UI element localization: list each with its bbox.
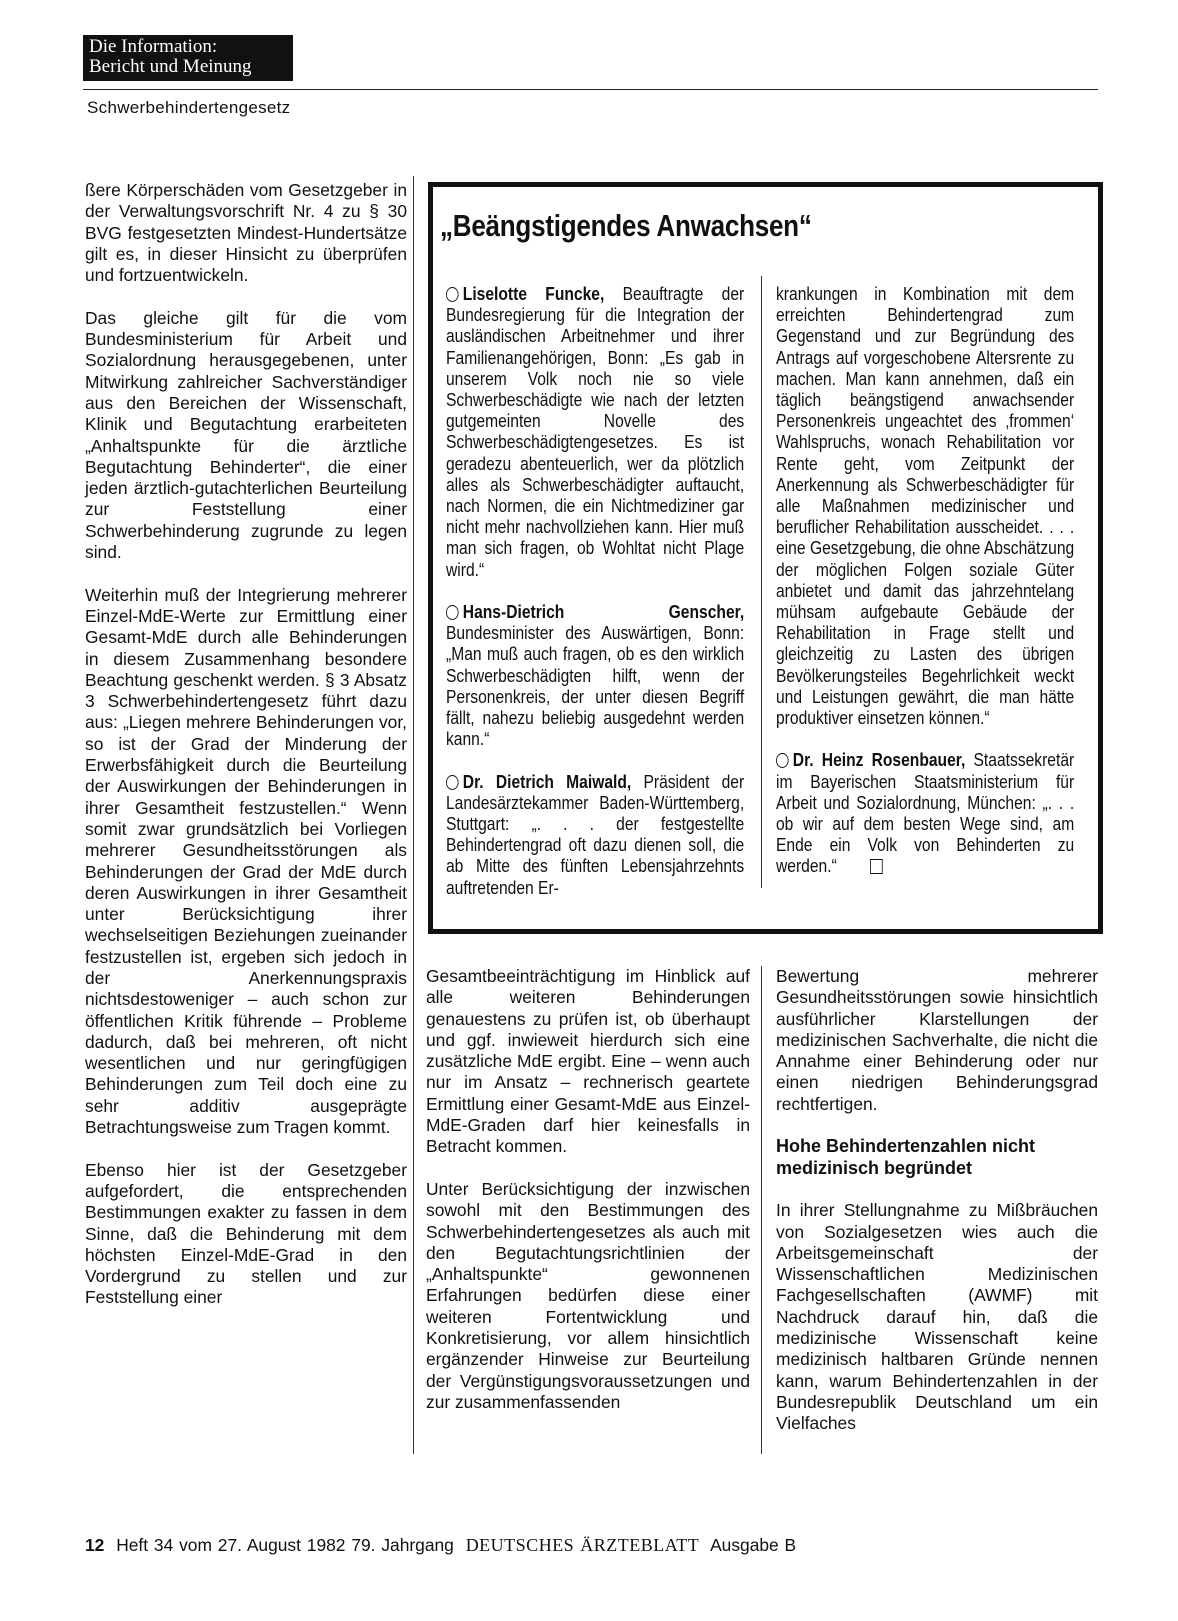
quote-text: Beauftragte der Bundesregierung für die Integration der ausländischen Arbeitnehmer und ihrer Familienangehörigen, Bonn: „Es gab in unserem Volk noch nie so viele Schwerbeschädigte wie nach der letzten gutgemeinten Novelle des Schwerbeschädigtengesetzes. Es ist geradezu abenteuerlich, wer da plötzlich alles als Schwerbeschädigter auftaucht, nach Normen, die ein Nichtmediziner gar nicht mehr nachvollziehen kann. Hier muß man sich fragen, ob Wohltat nicht Plage wird.“: [446, 283, 745, 580]
paragraph: In ihrer Stellungnahme zu Mißbräuchen von Sozialgesetzen wies auch die Arbeitsgemeinschaft der Wissenschaftlichen Medizinischen Fachgesellschaften (AWMF) mit Nachdruck darauf hin, daß die medizinische Wissenschaft keine medizinisch haltbaren Gründe nennen kann, warum Behindertenzahlen in der Bundesrepublik Deutschland um ein Vielfaches: [776, 1200, 1098, 1434]
quote: [446, 601, 744, 749]
column-1: [85, 180, 407, 1309]
column-divider: [413, 176, 414, 1454]
subheading: Hohe Behindertenzahlen nicht medizinisch begründet: [776, 1136, 1036, 1178]
paragraph: ßere Körperschäden vom Gesetzgeber in der Verwaltungsvorschrift Nr. 4 zu § 30 BVG festgesetzten Mindest-Hundertsätze gilt es, in dieser Hinsicht zu überprüfen und fortzuentwickeln.: [85, 180, 407, 286]
end-square-icon: [870, 859, 883, 874]
circle-bullet-icon: [776, 753, 789, 768]
quote-speaker: Dr. Dietrich Maiwald,: [462, 770, 632, 792]
circle-bullet-icon: [446, 605, 459, 620]
column-3: [776, 966, 1098, 1435]
box-column-divider: [761, 276, 762, 888]
quote-box-title: „Beängstigendes Anwachsen“: [440, 208, 812, 243]
page-number: 12: [85, 1535, 105, 1555]
quote-continued: krankungen in Kombination mit dem erreichten Behindertengrad zum Gegenstand und zur Begründung des Antrags auf vorgeschobene Altersrente zu machen. Man kann annehmen, daß ein täglich beängstigend anwachsender Personenkreis ungeachtet des ‚frommen‘ Wahlspruchs, wonach Rehabilitation vor Rente geht, vom Zeitpunkt der Anerkennung als Schwerbeschädigter für alle Maßnahmen medizinischer und beruflicher Rehabilitation ausscheidet. . . . eine Gesetzgebung, die ohne Abschätzung der möglichen Folgen soziale Güter anbietet und damit das jahrzehntelang mühsam aufgebaute Gebäude der Rehabilitation in Frage stellt und gleichzeitig zu Lasten des übrigen Bevölkerungsteiles Begehrlichkeit weckt und Leistungen gewährt, die man hätte produktiver einsetzen können.“: [776, 283, 1075, 729]
paragraph: Unter Berücksichtigung der inzwischen sowohl mit den Bestimmungen des Schwerbehindertengesetzes als auch mit den Begutachtungsrichtlinien der „Anhaltspunkte“ gewonnenen Erfahrungen bedürfen diese einer weiteren Fortentwicklung und Konkretisierung, vor allem hinsichtlich ergänzender Hinweise zur Beurteilung der Vergünstigungsvoraussetzungen und zur zusammenfassenden: [426, 1178, 750, 1412]
quote-column-1: [446, 283, 744, 898]
rubric-badge: [83, 35, 293, 81]
section-label: Schwerbehindertengesetz: [87, 98, 291, 117]
rubric-line-2: Bericht und Meinung: [89, 56, 252, 77]
paragraph: Weiterhin muß der Integrierung mehrerer Einzel-MdE-Werte zur Ermittlung einer Gesamt-MdE durch alle Behinderungen in diesem Zusammenhang besondere Beachtung geschenkt werden. § 3 Absatz 3 Schwerbehindertengesetz führt dazu aus: „Liegen mehrere Behinderungen vor, so ist der Grad der Minderung der Erwerbsfähigkeit durch die Beurteilung der Auswirkungen der Behinderungen in ihrer Gesamtheit festzustellen.“ Wenn somit zwar grundsätzlich bei Vorliegen mehrerer Gesundheitsstörungen als Behinderungen der Grad der MdE durch deren Auswirkungen in ihrer Gesamtheit unter Berücksichtigung ihrer wechselseitigen Beziehungen zueinander festzustellen ist, ergeben sich jedoch in der Anerkennungspraxis nichtsdestoweniger – auch schon zur öffentlichen Kritik führende – Probleme dadurch, daß bei mehreren, oft nicht wesentlichen und nur geringfügigen Behinderungen zum Teil doch eine zu sehr additiv ausgeprägte Betrachtungsweise zum Tragen kommt.: [85, 584, 407, 1138]
quote-text: Staatssekretär im Bayerischen Staatsministerium für Arbeit und Sozialordnung, München: „. . . ob wir auf dem besten Wege sind, am Ende ein Volk von Behinderten zu werden.“: [776, 749, 1075, 877]
circle-bullet-icon: [446, 287, 459, 302]
paragraph: Das gleiche gilt für die vom Bundesministerium für Arbeit und Sozialordnung herausgegebenen, unter Mitwirkung zahlreicher Sachverständiger aus den Bereichen der Wissenschaft, Klinik und Begutachtung erarbeiteten „Anhaltspunkte für die ärztliche Begutachtung Behinderter“, die einer jeden ärztlich-gutachterlichen Beurteilung zur Feststellung einer Schwerbehinderung zugrunde zu legen sind.: [85, 307, 407, 563]
quote-speaker: Liselotte Funcke,: [462, 283, 605, 304]
magazine-name: DEUTSCHES ÄRZTEBLATT: [465, 1535, 700, 1555]
quote: [446, 283, 744, 580]
edition-info: Ausgabe B: [710, 1535, 797, 1555]
paragraph: Ebenso hier ist der Gesetzgeber aufgefordert, die entsprechenden Bestimmungen exakter zu fassen in dem Sinne, daß die Behinderung mit dem höchsten Einzel-MdE-Grad in den Vordergrund zu stellen und zur Feststellung einer: [85, 1159, 407, 1308]
quote-text: Bundesminister des Auswärtigen, Bonn: „Man muß auch fragen, ob es den wirklich Schwerbeschädigten hilft, wenn der Personenkreis, der unter diesen Begriff fällt, nahezu beliebig ausgedehnt werden kann.“: [446, 622, 745, 750]
issue-info: Heft 34 vom 27. August 1982 79. Jahrgang: [116, 1535, 454, 1555]
quote-text: Präsident der Landesärztekammer Baden-Württemberg, Stuttgart: „. . . der festgestellte Behindertengrad oft dazu dienen soll, die ab Mitte des fünften Lebensjahrzehnts auftretenden Er-: [446, 770, 745, 898]
paragraph: Gesamtbeeinträchtigung im Hinblick auf alle weiteren Behinderungen genauestens zu prüfen ist, ob überhaupt und ggf. inwieweit hierdurch sich eine zusätzliche MdE ergibt. Eine – wenn auch nur im Ansatz – rechnerisch geartete Ermittlung einer Gesamt-MdE aus Einzel-MdE-Graden darf hier keinesfalls in Betracht kommen.: [426, 966, 750, 1157]
column-divider: [761, 966, 762, 1454]
quote-speaker: Hans-Dietrich Genscher,: [462, 601, 745, 623]
paragraph: Bewertung mehrerer Gesundheitsstörungen sowie hinsichtlich ausführlicher Klarstellungen der medizinischen Sachverhalte, die nicht die Annahme einer Behinderung oder nur einen niedrigen Behinderungsgrad rechtfertigen.: [776, 966, 1098, 1114]
page-footer: [85, 1535, 796, 1556]
circle-bullet-icon: [446, 775, 459, 790]
header-rule: [83, 89, 1098, 90]
quote: [776, 749, 1074, 876]
rubric-line-1: Die Information:: [89, 36, 218, 57]
quote: [446, 771, 744, 898]
quote-speaker: Dr. Heinz Rosenbauer,: [792, 749, 966, 771]
quote-column-2: [776, 283, 1074, 877]
column-2: [426, 966, 750, 1413]
